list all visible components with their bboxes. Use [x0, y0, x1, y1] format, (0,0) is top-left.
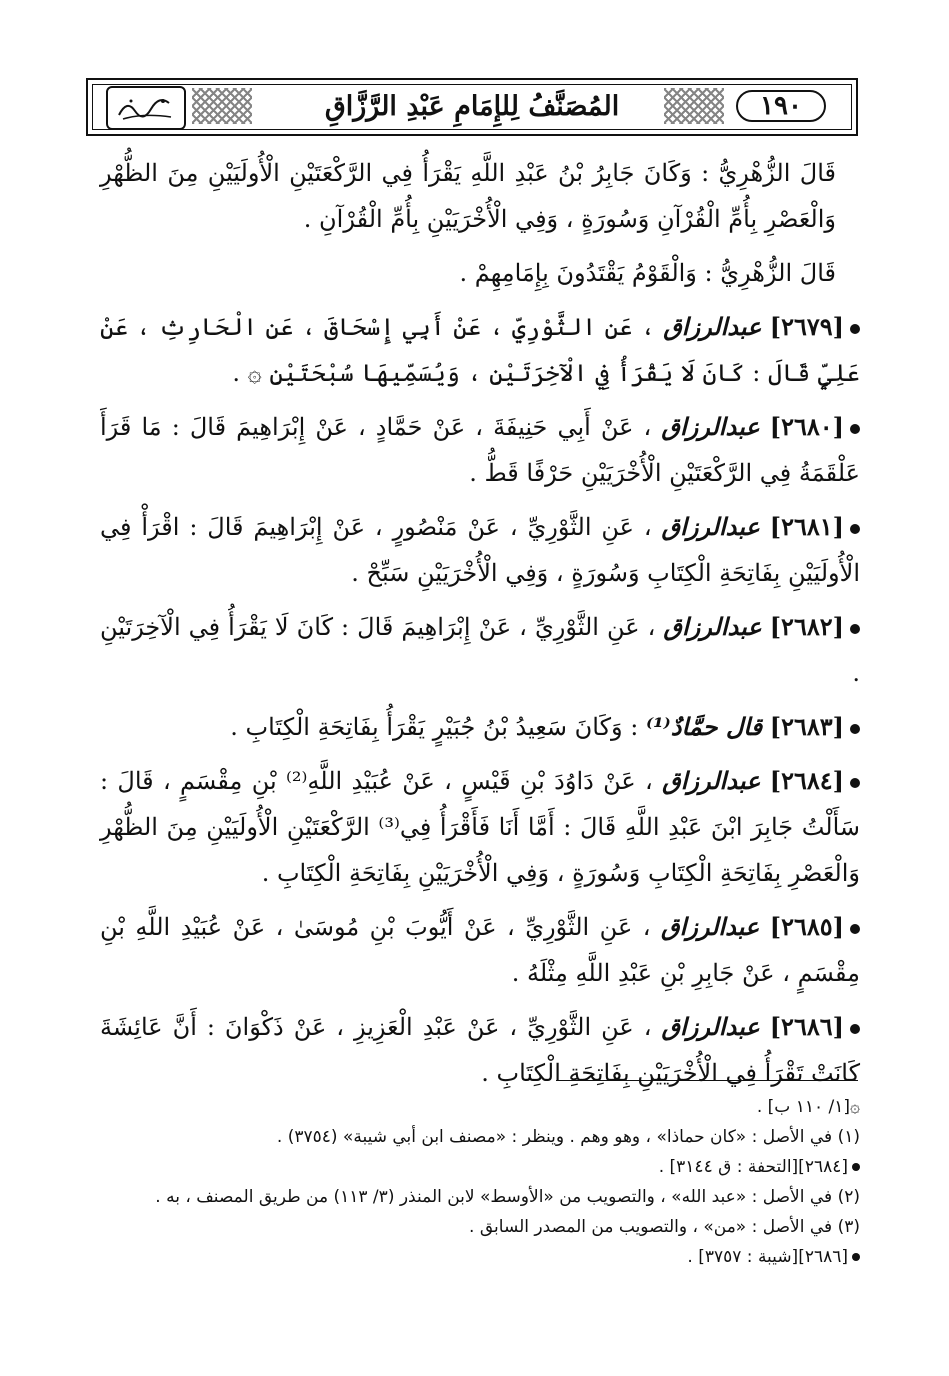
- hadith-entry: [100, 1004, 860, 1096]
- footnote-text: [٢٦٨٤][التحفة : ق ٣١٤٤] .: [658, 1157, 848, 1177]
- footnote: [100, 1092, 860, 1122]
- hadith-text: ، عَنِ الثَّوْرِيِّ ، عَنْ عَبْدِ الْعَزِيزِ ، عَنْ ذَكْوَانَ : أَنَّ عَائِشَةَ كَانَتْ تَقْرَأُ فِي الْأُخْرَيَيْنِ بِفَاتِحَةِ الْكِتَابِ .: [100, 1013, 860, 1087]
- hadith-text: : وَكَانَ سَعِيدُ بْنُ جُبَيْرٍ يَقْرَأُ بِفَاتِحَةِ الْكِتَابِ .: [230, 713, 639, 741]
- footnote-divider: [556, 1080, 858, 1081]
- hadith-number: [٢٦٨١]: [769, 512, 844, 541]
- bullet-icon: [850, 724, 860, 734]
- narrator-name: عبدالرزاق: [663, 312, 762, 341]
- narrator-name: قال حمَّادٌ⁽¹⁾: [645, 712, 763, 741]
- hadith-number: [٢٦٨٠]: [769, 412, 844, 441]
- book-title: المُصَنَّفُ لِلإِمَامِ عَبْدِ الرَّزَّاقِ: [324, 90, 620, 122]
- header-ornament-right: [664, 88, 724, 124]
- footnote-text: (١) في الأصل : «كان حماذا» ، وهو وهم . وينظر : «مصنف ابن أبي شيبة» (٣٧٥٤) .: [276, 1127, 860, 1147]
- paragraph-text: قَالَ الزُّهْرِيُّ : وَكَانَ جَابِرُ بْنُ عَبْدِ اللَّهِ يَقْرَأُ فِي الرَّكْعَتَيْنِ الْأُولَيَيْنِ مِنَ الظُّهْرِ وَالْعَصْرِ بِأُمِّ الْقُرْآنِ وَسُورَةٍ ، وَفِي الْأُخْرَيَيْنِ بِأُمِّ الْقُرْآنِ .: [100, 159, 836, 233]
- bullet-icon: [850, 324, 860, 334]
- page-number: ١٩٠: [760, 91, 802, 121]
- seal-calligraphy-icon: [113, 93, 179, 123]
- paragraph-text: قَالَ الزُّهْرِيُّ : وَالْقَوْمُ يَقْتَدُونَ بِإِمَامِهِمْ .: [459, 259, 836, 287]
- hadith-text: ، عَنِ الثَّوْرِيِّ ، عَنْ إِبْرَاهِيمَ قَالَ : كَانَ لَا يَقْرَأُ فِي الْآخِرَتَيْنِ .: [100, 613, 860, 687]
- hadith-text: ، عَنِ الثَّوْرِيِّ ، عَنْ أَيُّوبَ بْنِ مُوسَىٰ ، عَنْ عُبَيْدِ اللَّهِ بْنِ مِقْسَمٍ ، عَنْ جَابِرِ بْنِ عَبْدِ اللَّهِ مِثْلَهُ .: [100, 913, 860, 987]
- bullet-icon: [852, 1253, 860, 1261]
- hadith-entry: [100, 504, 860, 596]
- hadith-number: [٢٦٨٥]: [769, 912, 844, 941]
- page-number-badge: [726, 88, 836, 124]
- hadith-entry: [100, 404, 860, 496]
- bullet-icon: [850, 924, 860, 934]
- footnote: [100, 1212, 860, 1242]
- hadith-number: [٢٦٨٣]: [769, 712, 844, 741]
- hadith-text: ، عَنْ أَبِي حَنِيفَةَ ، عَنْ حَمَّادٍ ، عَنْ إِبْرَاهِيمَ قَالَ : مَا قَرَأَ عَلْقَمَةُ فِي الرَّكْعَتَيْنِ الْأُخْرَيَيْنِ حَرْفًا قَطُّ .: [100, 413, 860, 487]
- narrator-name: عبدالرزاق: [661, 512, 760, 541]
- footnote-text: [٢٦٨٦][شيبة : ٣٧٥٧] .: [687, 1247, 848, 1267]
- footnote-text: (٣) في الأصل : «من» ، والتصويب من المصدر السابق .: [469, 1217, 860, 1237]
- footnote: [100, 1182, 860, 1212]
- hadith-text: ، عَنِ الثَّوْرِيِّ ، عَنْ مَنْصُورٍ ، عَنْ إِبْرَاهِيمَ قَالَ : اقْرَأْ فِي الْأُولَيَيْنِ بِفَاتِحَةِ الْكِتَابِ وَسُورَةٍ ، وَفِي الْأُخْرَيَيْنِ سَبِّحْ .: [100, 513, 860, 587]
- narrator-name: عبدالرزاق: [661, 412, 760, 441]
- bullet-icon: [850, 778, 860, 788]
- bullet-icon: [850, 1024, 860, 1034]
- narrator-name: عبدالرزاق: [660, 912, 760, 941]
- bullet-icon: [850, 424, 860, 434]
- hadith-number: [٢٦٧٩]: [769, 312, 844, 341]
- hadith-entry: [100, 704, 860, 750]
- hadith-number: [٢٦٨٤]: [769, 766, 844, 795]
- bullet-icon: [850, 624, 860, 634]
- footnote: [100, 1242, 860, 1272]
- hadith-text: ، عَنِ الثَّوْرِيِّ ، عَنْ أَبِي إِسْحَاقَ ، عَنِ الْحَارِثِ ، عَنْ عَلِيٍّ قَالَ : كَانَ لَا يَقْرَأُ فِي الْآخِرَتَيْنِ ، وَيُسَمِّيهَا سُبْحَتَيْنِ ۞ .: [100, 313, 860, 387]
- footnote: [100, 1152, 860, 1182]
- main-text: [100, 150, 860, 1104]
- hadith-number: [٢٦٨٦]: [769, 1012, 844, 1041]
- header-ornament-left: [192, 88, 252, 124]
- hadith-number: [٢٦٨٢]: [769, 612, 844, 641]
- page-header: [86, 78, 858, 136]
- hadith-entry: [100, 758, 860, 896]
- narrator-name: عبدالرزاق: [662, 766, 761, 795]
- narrator-name: عبدالرزاق: [663, 612, 762, 641]
- hadith-entry: [100, 604, 860, 696]
- footnote: [100, 1122, 860, 1152]
- book-seal-logo: [106, 86, 186, 130]
- hadith-text: ، عَنْ دَاوُدَ بْنِ قَيْسٍ ، عَنْ عُبَيْدِ اللَّهِ⁽²⁾ بْنِ مِقْسَمٍ ، قَالَ : سَأَلْتُ جَابِرَ ابْنَ عَبْدِ اللَّهِ قَالَ : أَمَّا أَنَا فَأَقْرَأُ فِي⁽³⁾ الرَّكْعَتَيْنِ الْأُولَيَيْنِ مِنَ الظُّهْرِ وَالْعَصْرِ بِفَاتِحَةِ الْكِتَابِ وَسُورَةٍ ، وَفِي الْأُخْرَيَيْنِ بِفَاتِحَةِ الْكِتَابِ .: [100, 767, 861, 887]
- paragraph: [100, 250, 860, 296]
- narrator-name: عبدالرزاق: [661, 1012, 760, 1041]
- bullet-icon: [850, 524, 860, 534]
- footnote-text: ۞[١/ ١١٠ ب] .: [756, 1097, 860, 1117]
- bullet-icon: [852, 1163, 860, 1171]
- paragraph: [100, 150, 860, 242]
- hadith-entry: [100, 904, 860, 996]
- footnote-text: (٢) في الأصل : «عبد الله» ، والتصويب من «الأوسط» لابن المنذر (٣/ ١١٣) من طريق المصنف ، به .: [155, 1187, 860, 1207]
- hadith-entry: [100, 304, 860, 396]
- footnotes: [100, 1092, 860, 1272]
